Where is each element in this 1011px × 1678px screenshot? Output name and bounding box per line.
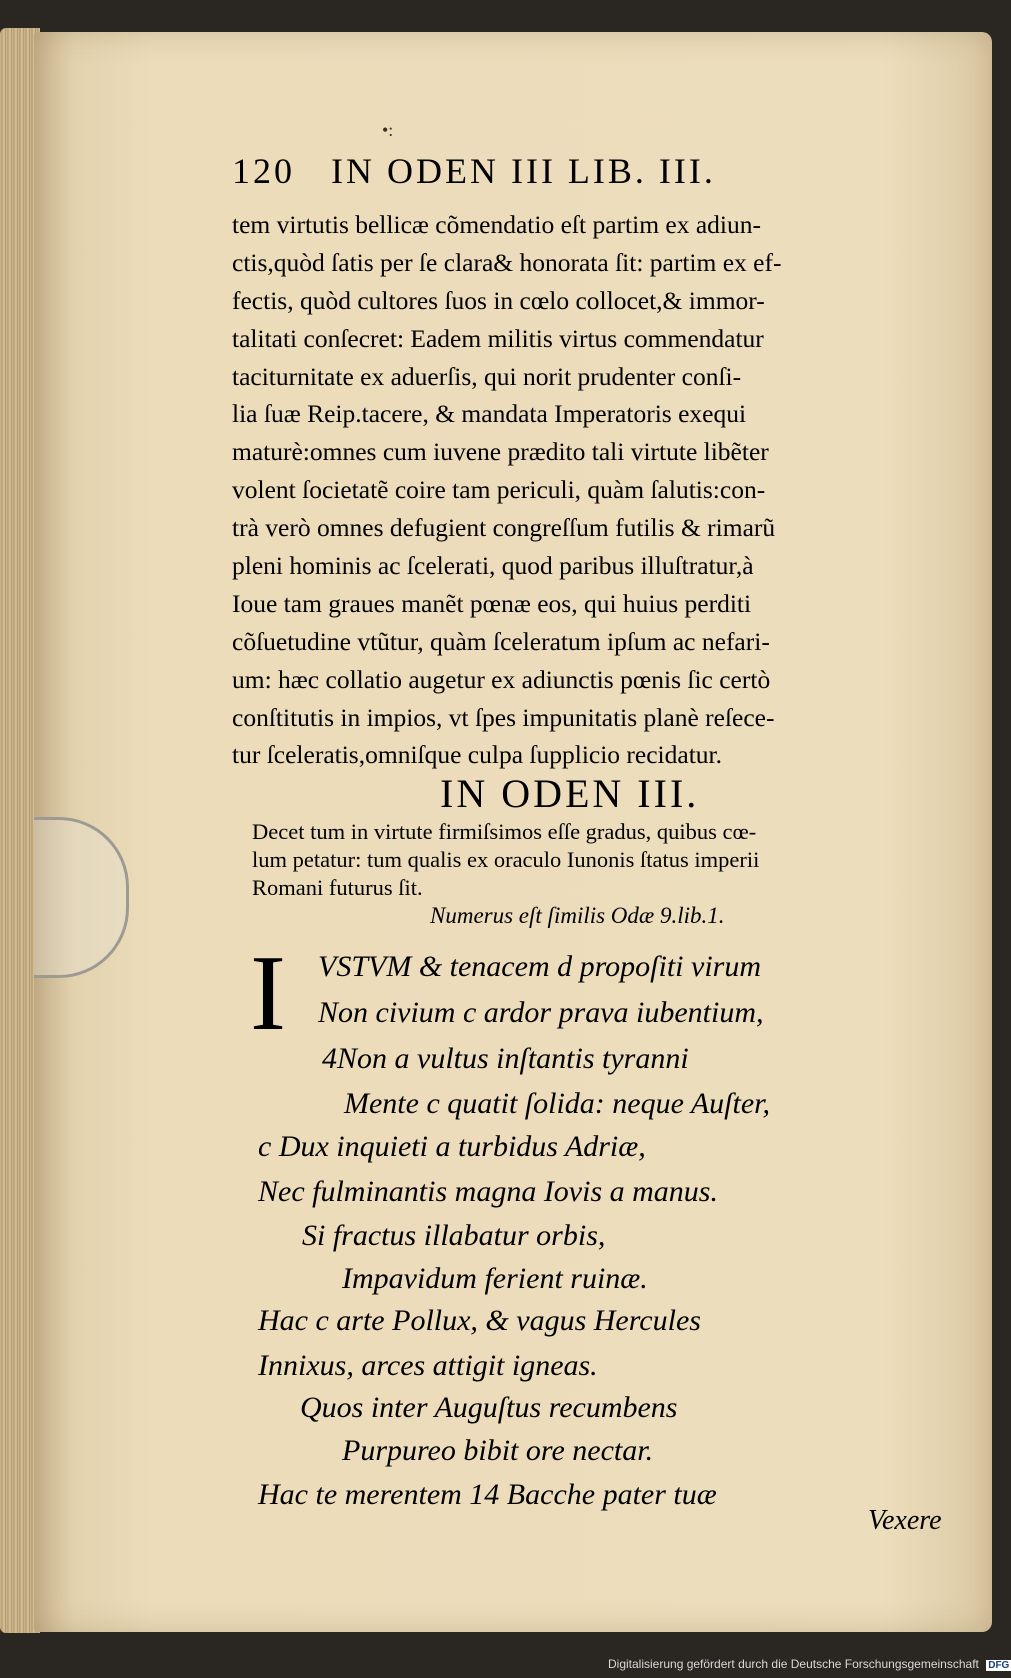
- text-line: conſtitutis in impios, vt ſpes impunitatis planè reſece-: [232, 702, 775, 732]
- text-line: cõſuetudine vtũtur, quàm ſceleratum ipſum ac nefari-: [232, 626, 770, 656]
- verse-line: Innixus, arces attigit igneas.: [258, 1349, 598, 1382]
- text-line: um: hæc collatio augetur ex adiunctis pœnis ſic certò: [232, 664, 771, 694]
- verse-line: Hac te merentem 14 Bacche pater tuæ: [258, 1478, 717, 1511]
- dfg-logo: DFG: [988, 1660, 1010, 1671]
- verse-line: Mente c quatit ſolida: neque Auſter,: [344, 1087, 771, 1120]
- verse-line: c Dux inquieti a turbidus Adriæ,: [258, 1130, 646, 1163]
- text-line: taciturnitate ex aduerſis, qui norit prudenter conſi-: [232, 361, 742, 391]
- running-title: IN ODEN III LIB. III.: [331, 151, 716, 191]
- funding-text: Digitalisierung gefördert durch die Deutsche Forschungsgemeinschaft: [608, 1657, 979, 1671]
- verse-line: 4Non a vultus inſtantis tyranni: [322, 1042, 689, 1075]
- argument-line: Decet tum in virtute firmiſsimos eſſe gradus, quibus cœ-: [252, 819, 757, 844]
- text-line: Ioue tam graues manẽt pœnæ eos, qui huius perditi: [232, 588, 752, 618]
- text-line: pleni hominis ac ſcelerati, quod paribus illuſtratur,à: [232, 551, 754, 581]
- text-line: volent ſocietatẽ coire tam periculi, quàm ſalutis:con-: [232, 475, 766, 505]
- text-line: maturè:omnes cum iuvene prædito tali virtute libẽter: [232, 437, 769, 467]
- ornament-mark: •:: [382, 120, 394, 140]
- text-line: tur ſceleratis,omniſque culpa ſupplicio recidatur.: [232, 740, 723, 770]
- funding-notice: [608, 1657, 1011, 1671]
- argument-line: Romani futurus ſit.: [252, 875, 423, 900]
- drop-capital: I: [250, 934, 286, 1053]
- page-number: 120: [232, 151, 295, 191]
- verse-line: Quos inter Auguſtus recumbens: [300, 1391, 678, 1424]
- verse-line: Si fractus illabatur orbis,: [302, 1219, 606, 1252]
- verse-line: Non civium c ardor prava iubentium,: [318, 996, 764, 1029]
- argument-line: lum petatur: tum qualis ex oraculo Iunonis ſtatus imperii: [252, 847, 760, 872]
- text-line: ctis,quòd ſatis per ſe clara& honorata ſit: partim ex ef-: [232, 247, 782, 277]
- verse-line: VSTVM & tenacem d propoſiti virum: [318, 950, 761, 983]
- verse-line: Purpureo bibit ore nectar.: [342, 1434, 654, 1467]
- meter-note: Numerus eſt ſimilis Odæ 9.lib.1.: [430, 903, 725, 928]
- text-line: tem virtutis bellicæ cõmendatio eſt partim ex adiun-: [232, 210, 761, 239]
- verse-line: Nec fulminantis magna Iovis a manus.: [258, 1175, 718, 1208]
- catchword: Vexere: [868, 1505, 942, 1536]
- verse-line: Hac c arte Pollux, & vagus Hercules: [258, 1304, 701, 1337]
- text-line: trà verò omnes defugient congreſſum futilis & rimarũ: [232, 513, 776, 543]
- text-line: lia ſuæ Reip.tacere, & mandata Imperatoris exequi: [232, 399, 747, 429]
- text-line: fectis, quòd cultores ſuos in cœlo collocet,& immor-: [232, 285, 765, 315]
- section-heading: IN ODEN III.: [440, 771, 700, 816]
- text-line: talitati conſecret: Eadem militis virtus commendatur: [232, 323, 764, 353]
- verse-line: Impavidum ferient ruinæ.: [342, 1262, 648, 1295]
